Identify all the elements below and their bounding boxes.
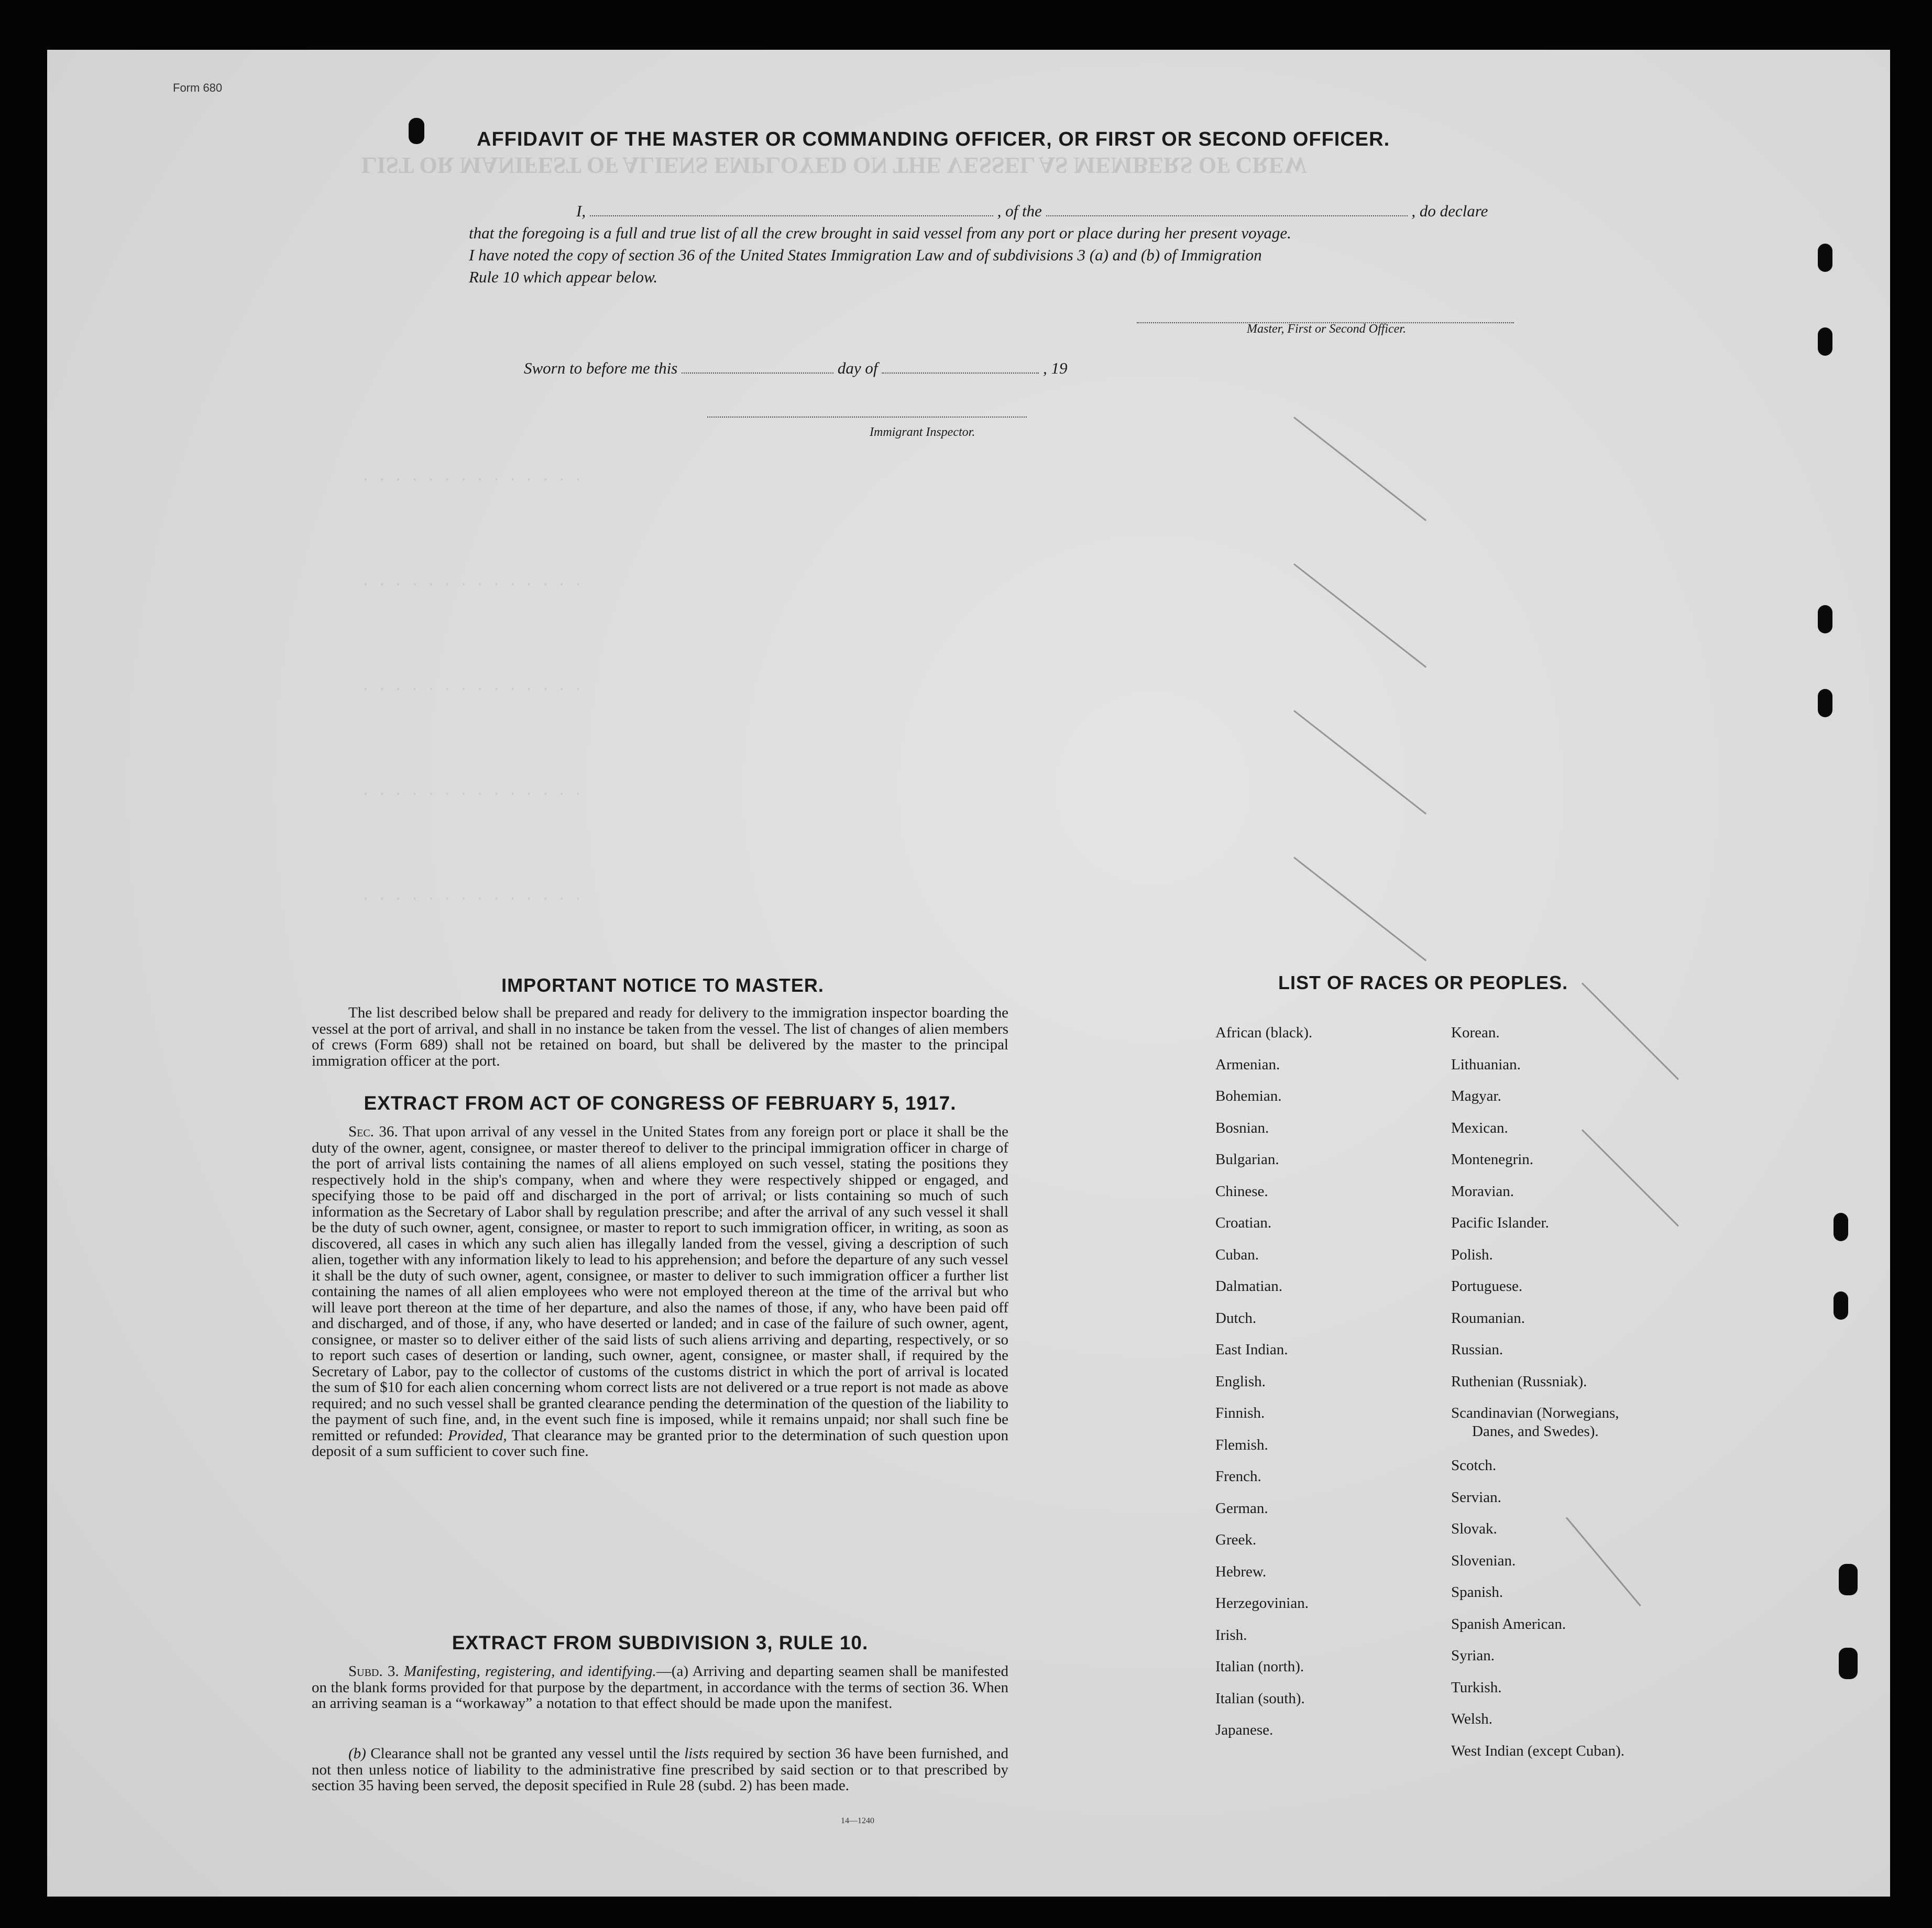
pen-stroke [1582,1129,1679,1226]
race-item: Syrian. [1451,1647,1495,1664]
race-item: Flemish. [1215,1436,1268,1453]
race-item: Finnish. [1215,1405,1265,1421]
extract-rule-title: EXTRACT FROM SUBDIVISION 3, RULE 10. [452,1632,869,1653]
notice-text: The list described below shall be prepared and ready for delivery to the immigration inspector boarding the vessel at the port of arrival, and shall in no instance be taken from the vessel. The list of changes of alien members of crews (Form 689) shall not be retained on board, but shall be delivered by the master to the principal immigration officer at the port. [312,1004,1008,1069]
race-item: English. [1215,1373,1266,1390]
pen-stroke [1293,563,1426,667]
month-blank [882,373,1039,374]
subd-label: Subd. 3. [348,1663,399,1680]
sworn-line [524,359,1067,378]
sworn-label: Sworn to before me this [524,359,678,377]
race-item: East Indian. [1215,1341,1288,1358]
signature-label: Master, First or Second Officer. [1247,322,1406,336]
extract-act-title: EXTRACT FROM ACT OF CONGRESS OF FEBRUARY 5, 1917. [364,1092,957,1114]
race-item: Russian. [1451,1341,1503,1358]
punch-hole [1818,244,1832,272]
extract-act-text [312,1124,1008,1460]
race-item: Hebrew. [1215,1563,1267,1580]
race-item: Pacific Islander. [1451,1214,1549,1231]
race-item: Italian (south). [1215,1690,1305,1707]
race-item: West Indian (except Cuban). [1451,1742,1625,1759]
bleed-through-row: . . . . . . . . . . . . . . [361,574,583,589]
para-b-label: (b) [348,1745,366,1762]
race-item: Irish. [1215,1626,1247,1644]
punch-hole [1834,1291,1848,1320]
punch-hole [1818,689,1832,717]
subd-heading: Manifesting, registering, and identifying. [403,1663,656,1680]
punch-hole [1839,1648,1858,1679]
para-b-lists: lists [684,1745,709,1762]
notice-title: IMPORTANT NOTICE TO MASTER. [501,974,824,996]
para-b-text-2: required by section 36 have been furnished, and not then unless notice of liability to the administrative fine prescribed by said section or to that prescribed by section 35 having been served, the deposit specified in Rule 28 (subd. 2) has been made. [312,1745,1009,1794]
punch-hole [1834,1213,1848,1241]
bleed-through-row: . . . . . . . . . . . . . . [361,469,583,485]
day-blank [682,373,833,374]
race-item: Turkish. [1451,1679,1502,1696]
race-item: Cuban. [1215,1246,1259,1263]
pen-stroke [1582,982,1679,1080]
pen-stroke [1293,417,1426,521]
race-item: Mexican. [1451,1119,1508,1136]
name-blank [590,215,993,216]
race-item: African (black). [1215,1024,1313,1041]
print-code: 14—1240 [841,1816,874,1825]
affidavit-of-the: , of the [997,202,1042,220]
affidavit-line-1 [576,202,1488,221]
race-item: Italian (north). [1215,1658,1304,1675]
race-item: Polish. [1451,1246,1493,1263]
race-item: Dutch. [1215,1309,1257,1327]
inspector-label: Immigrant Inspector. [870,425,975,439]
bleed-through-row: . . . . . . . . . . . . . . [361,678,583,694]
race-item: Slovak. [1451,1520,1497,1537]
race-item: Welsh. [1451,1711,1493,1727]
race-item: Japanese. [1215,1722,1274,1738]
bleed-through-row: . . . . . . . . . . . . . . [361,783,583,799]
race-item: Bohemian. [1215,1088,1282,1104]
race-item: Servian. [1451,1488,1501,1506]
form-number: Form 680 [173,81,223,94]
extract-rule-para-a [312,1663,1008,1712]
race-item: Croatian. [1215,1214,1272,1231]
race-item: French. [1215,1468,1261,1485]
punch-hole [1818,605,1832,633]
race-item: Roumanian. [1451,1309,1525,1327]
race-item: Lithuanian. [1451,1056,1521,1073]
pen-stroke [1566,1517,1641,1606]
race-item: Magyar. [1451,1088,1501,1104]
race-item: Ruthenian (Russniak). [1451,1373,1587,1390]
year-label: , 19 [1042,359,1068,377]
extract-rule-para-b [312,1746,1008,1794]
race-item: Herzegovinian. [1215,1595,1309,1612]
pen-stroke [1293,857,1426,961]
bleed-through-title: LIST OR MANIFEST OF ALIENS EMPLOYED ON THE VESSEL AS MEMBERS OF CREW [361,152,1308,178]
race-item: Dalmatian. [1215,1278,1283,1295]
race-item: Greek. [1215,1531,1257,1548]
race-item: Korean. [1451,1024,1500,1041]
race-item: Portuguese. [1451,1278,1523,1295]
race-item: Scotch. [1451,1457,1497,1474]
race-item: Montenegrin. [1451,1151,1534,1168]
pen-stroke [1293,710,1426,814]
inspector-signature-line [707,417,1027,418]
race-item: Slovenian. [1451,1552,1516,1569]
affidavit-line-3: I have noted the copy of section 36 of the United States Immigration Law and of subdivisions 3 (a) and (b) of Immigration [469,246,1262,264]
provided-word: Provided, [448,1427,507,1444]
day-of-label: day of [837,359,878,377]
race-item: German. [1215,1499,1268,1517]
document-page [47,50,1890,1897]
affidavit-i: I, [576,202,586,220]
punch-hole [1818,327,1832,356]
subd-para-a: —(a) Arriving and departing seamen shall be manifested on the blank forms provided for that purpose by the department, in accordance with the terms of section 36. When an arriving seaman is a “workaway” a notation to that effect should be made upon the manifest. [312,1663,1008,1712]
affidavit-line-4: Rule 10 which appear below. [469,268,658,286]
sec-36-end: That clearance may be granted prior to the determination of such question upon deposit of a sum sufficient to cover such fine. [312,1427,1008,1460]
affidavit-title: AFFIDAVIT OF THE MASTER OR COMMANDING OFFICER, OR FIRST OR SECOND OFFICER. [477,128,1390,150]
vessel-blank [1046,215,1408,216]
race-item: Spanish American. [1451,1615,1566,1633]
punch-hole [1839,1564,1858,1595]
sec-36-body: That upon arrival of any vessel in the United States from any foreign port or place it shall be the duty of the owner, agent, consignee, or master thereof to deliver to the principal immigration officer in charge of the port of arrival lists containing the names of all aliens employed on such vessel, stating the positions they respectively hold in the ship's company, when and where they were respectively shipped or engaged, and specifying those to be paid off and discharged in the port of arrival; or lists containing so much of such information as the Secretary of Labor shall by regulation prescribe; and after the arrival of any such vessel it shall be the duty of such owner, agent, consignee, or master to report to such immigration officer, in writing, as soon as discovered, all cases in which any such alien has illegally landed from the vessel, giving a description of such alien, together with any information likely to lead to his apprehension; and before the departure of any such vessel it shall be the duty of such owner, agent, consignee, or master to deliver to such immigration officer a further list containing the names of all alien employees who were not employed thereon at the time of the arrival but who will leave port thereon at the time of her departure, and also the names of those, if any, who have been paid off and discharged, and of those, if any, who have deserted or landed; and in case of the failure of such owner, agent, consignee, or master so to deliver either of the said lists of such aliens arriving and departing, respectively, or so to report such cases of desertion or landing, such owner, agent, consignee, or master shall, if required by the Secretary of Labor, pay to the collector of customs of the customs district in which the port of arrival is located the sum of $10 for each alien concerning whom correct lists are not delivered or a true report is not made as above required; and no such vessel shall be granted clearance pending the determination of the question of the liability to the payment of such fine, and, in the event such fine is imposed, while it remains unpaid; nor shall such fine be remitted or refunded: [312,1123,1008,1444]
race-item: Chinese. [1215,1182,1268,1200]
para-b-text-1: Clearance shall not be granted any vessel until the [370,1745,680,1762]
race-item: Danes, and Swedes). [1472,1422,1599,1440]
punch-hole [409,118,424,144]
race-item: Moravian. [1451,1182,1514,1200]
sec-36-label: Sec. 36. [348,1123,398,1140]
affidavit-do-declare: , do declare [1411,202,1488,220]
race-item: Scandinavian (Norwegians, [1451,1405,1619,1421]
races-title: LIST OF RACES OR PEOPLES. [1278,972,1568,993]
race-item: Bulgarian. [1215,1151,1279,1168]
race-item: Armenian. [1215,1056,1280,1073]
affidavit-line-2: that the foregoing is a full and true list of all the crew brought in said vessel from any port or place during her present voyage. [469,224,1291,242]
bleed-through-row: . . . . . . . . . . . . . . [361,888,583,904]
race-item: Bosnian. [1215,1119,1269,1136]
race-item: Spanish. [1451,1584,1503,1601]
